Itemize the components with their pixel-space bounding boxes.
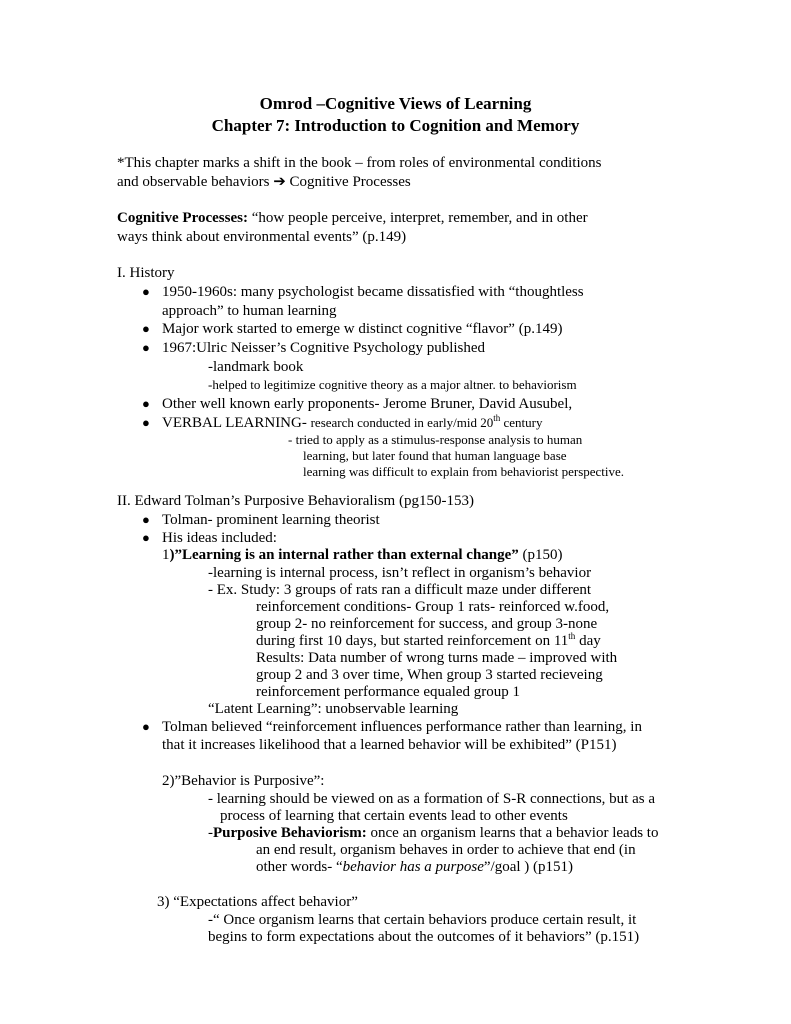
latent-learning: “Latent Learning”: unobservable learning [208, 701, 459, 717]
superscript: th [568, 631, 576, 641]
bullet-icon: ● [142, 321, 150, 336]
purposive-behaviorism [208, 824, 658, 842]
page-title: Omrod –Cognitive Views of Learning [259, 94, 532, 113]
idea-1-sub-4: group 2- no reinforcement for success, and group 3-none [256, 616, 598, 632]
idea-3-sub-2: begins to form expectations about the outcomes of it behaviors” (p.151) [208, 929, 640, 945]
tolman-bullet-1: Tolman- prominent learning theorist [162, 512, 380, 528]
history-bullet-5-sub-1: - tried to apply as a stimulus-response analysis to human [288, 432, 583, 447]
tolman-bullet-3-cont: that it increases likelihood that a learned behavior will be exhibited” (P151) [162, 737, 617, 753]
history-bullet-3: 1967:Ulric Neisser’s Cognitive Psychology published [162, 340, 486, 356]
study-text: during first 10 days, but started reinforcement on 11 [256, 633, 569, 649]
history-bullet-5-sub-2: learning, but later found that human language base [303, 448, 567, 463]
verbal-learning-label: VERBAL LEARNING- [162, 415, 311, 431]
idea-2-sub-1: - learning should be viewed on as a formation of S-R connections, but as a [208, 791, 655, 807]
history-bullet-5 [162, 414, 543, 432]
dash: - [208, 825, 213, 841]
history-bullet-1-cont: approach” to human learning [162, 303, 337, 319]
definition-text: “how people perceive, interpret, remember, and in other [247, 210, 588, 226]
superscript: th [493, 413, 501, 423]
idea-3-heading: 3) “Expectations affect behavior” [157, 894, 358, 910]
bullet-icon: ● [142, 530, 150, 545]
section-heading-tolman: II. Edward Tolman’s Purposive Behavioralism (pg150-153) [117, 493, 474, 509]
page-ref: (p150) [518, 547, 563, 563]
quote-text: other words- “ [256, 859, 343, 875]
section-heading-history: I. History [117, 265, 175, 281]
idea-1-sub-6: Results: Data number of wrong turns made – improved with [256, 650, 618, 666]
verbal-learning-text: research conducted in early/mid 20 [310, 415, 494, 430]
idea-2-heading: 2)”Behavior is Purposive”: [162, 773, 325, 789]
chapter-title: Chapter 7: Introduction to Cognition and Memory [211, 116, 580, 135]
bullet-icon: ● [142, 415, 150, 430]
idea-1-sub-1: -learning is internal process, isn’t reflect in organism’s behavior [208, 565, 592, 581]
definition-line-2: ways think about environmental events” (p.149) [117, 229, 407, 245]
idea-1-sub-3: reinforcement conditions- Group 1 rats- reinforced w.food, [256, 599, 610, 615]
idea-2-sub-3: an end result, organism behaves in order to achieve that end (in [256, 842, 636, 858]
bullet-icon: ● [142, 719, 150, 734]
tolman-bullet-2: His ideas included: [162, 530, 277, 546]
idea-2-sub-2: process of learning that certain events lead to other events [220, 808, 568, 824]
intro-text-end: Cognitive Processes [285, 174, 411, 190]
intro-line-1: *This chapter marks a shift in the book – from roles of environmental conditions [117, 155, 602, 171]
history-bullet-3-sub-2: -helped to legitimize cognitive theory as a major altner. to behaviorism [208, 377, 577, 392]
term-label: Purposive Behaviorism: [213, 825, 367, 841]
idea-1-sub-5 [256, 632, 601, 650]
bullet-icon: ● [142, 284, 150, 299]
idea-1-heading [162, 546, 563, 564]
idea-1-sub-7: group 2 and 3 over time, When group 3 started recieveing [256, 667, 603, 683]
term-label: Cognitive Processes: [117, 210, 248, 226]
idea-number: 1 [162, 547, 170, 563]
study-text-end: day [575, 633, 601, 649]
bullet-icon: ● [142, 340, 150, 355]
verbal-learning-text-end: century [500, 415, 543, 430]
idea-3-sub-1: -“ Once organism learns that certain behaviors produce certain result, it [208, 912, 637, 928]
intro-text: and observable behaviors [117, 174, 274, 190]
arrow-right-icon: ➔ [273, 174, 286, 190]
idea-1-sub-2: - Ex. Study: 3 groups of rats ran a difficult maze under different [208, 582, 592, 598]
idea-2-sub-4 [256, 858, 573, 876]
italic-quote: behavior has a purpose [342, 859, 484, 875]
history-bullet-4: Other well known early proponents- Jerome Bruner, David Ausubel, [162, 396, 573, 412]
intro-line-2 [117, 173, 411, 191]
quote-text-end: ”/goal ) (p151) [483, 859, 574, 875]
history-bullet-3-sub-1: -landmark book [208, 359, 304, 375]
history-bullet-5-sub-3: learning was difficult to explain from behaviorist perspective. [303, 464, 625, 479]
history-bullet-1: 1950-1960s: many psychologist became dissatisfied with “thoughtless [162, 284, 584, 300]
idea-1-title: )”Learning is an internal rather than external change” [169, 547, 519, 563]
bullet-icon: ● [142, 512, 150, 527]
tolman-bullet-3: Tolman believed “reinforcement influences performance rather than learning, in [162, 719, 642, 735]
definition-text: once an organism learns that a behavior leads to [366, 825, 659, 841]
idea-1-sub-8: reinforcement performance equaled group 1 [256, 684, 521, 700]
cognitive-processes-definition [117, 209, 588, 227]
bullet-icon: ● [142, 396, 150, 411]
history-bullet-2: Major work started to emerge w distinct cognitive “flavor” (p.149) [162, 321, 563, 337]
